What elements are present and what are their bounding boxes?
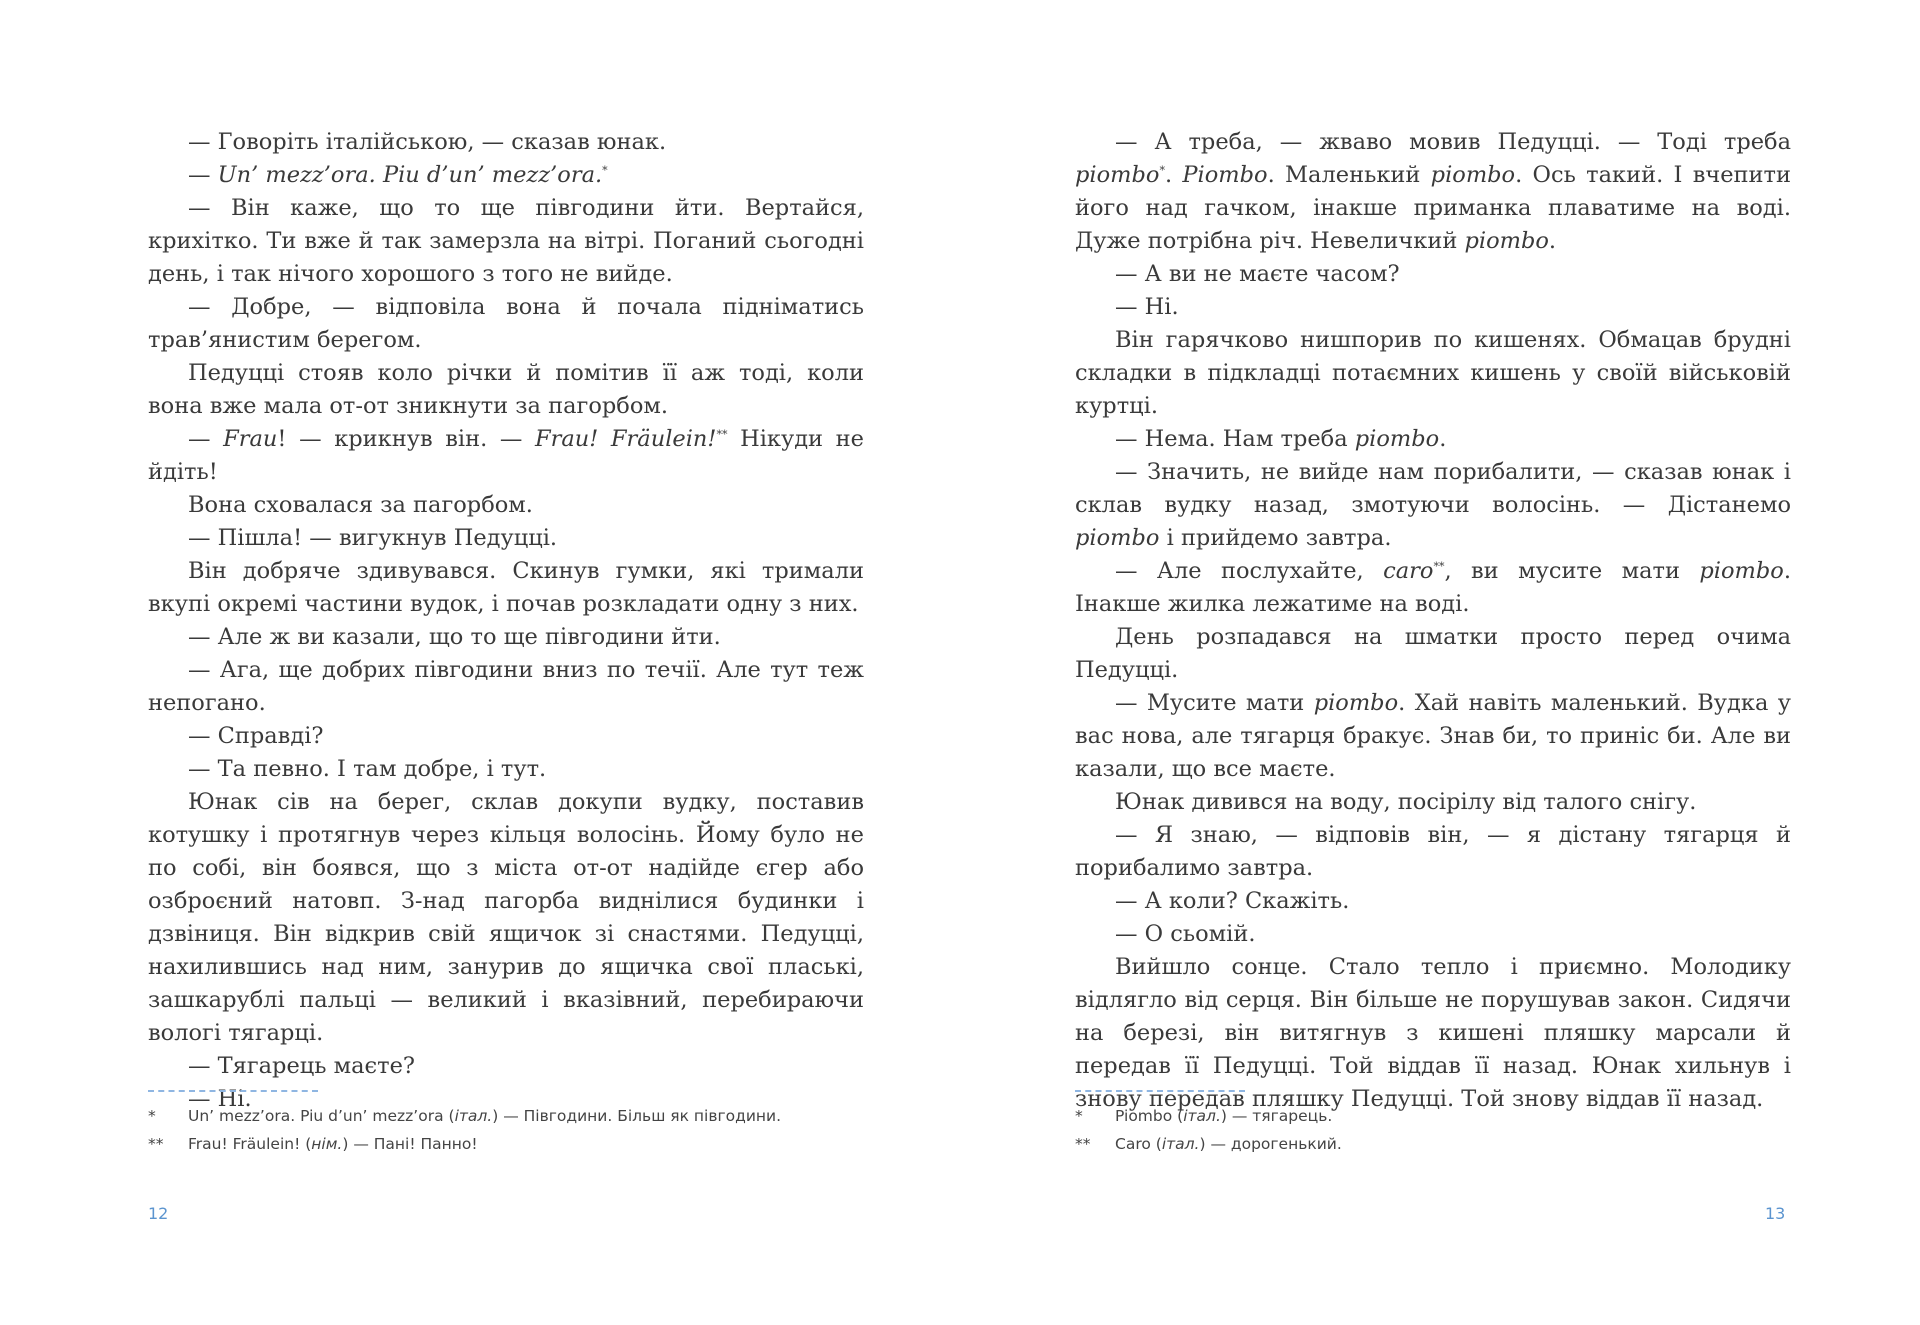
text-segment: . xyxy=(1439,426,1447,452)
text-segment: — А коли? Скажіть. xyxy=(1115,888,1350,914)
paragraph xyxy=(148,423,864,489)
italic-text-segment: італ. xyxy=(1183,1107,1221,1125)
footnote-marker: ** xyxy=(1433,560,1445,573)
paragraph xyxy=(1075,291,1791,324)
footnote xyxy=(1075,1102,1791,1130)
italic-text-segment: piombo xyxy=(1354,426,1440,452)
italic-text-segment: італ. xyxy=(1161,1135,1200,1153)
paragraph xyxy=(1075,258,1791,291)
text-segment: Нікуди не йдіть! xyxy=(148,426,864,485)
text-segment: — Говоріть італійською, — сказав юнак. xyxy=(188,129,667,155)
italic-text-segment: Piombo xyxy=(1182,162,1268,188)
italic-text-segment: Un’ mezz’ora. Piu d’un’ mezz’ora. xyxy=(217,162,603,188)
text-segment: — Ні. xyxy=(1115,294,1179,320)
paragraph xyxy=(1075,456,1791,555)
paragraph xyxy=(148,1050,864,1083)
right-footnotes xyxy=(1075,1102,1791,1158)
left-footnotes xyxy=(148,1102,864,1158)
footnote-mark: * xyxy=(148,1107,156,1125)
text-segment: — Нема. Нам треба xyxy=(1115,426,1355,452)
paragraph xyxy=(148,192,864,291)
text-segment: Педуцці стояв коло річки й помітив її аж тоді, коли вона вже мала от-от зникнути за пагорбом. xyxy=(148,360,864,419)
text-segment: . xyxy=(1548,228,1557,254)
italic-text-segment: piombo xyxy=(1313,690,1399,716)
italic-text-segment: piombo xyxy=(1075,162,1160,188)
text-segment: — Ага, ще добрих півгодини вниз по течії. Але тут теж непогано. xyxy=(148,657,864,716)
text-segment: Вона сховалася за пагорбом. xyxy=(188,492,533,518)
text-segment: Юнак сів на берег, склав докупи вудку, поставив котушку і протягнув через кільця волосінь. Йому було не по собі, він боявся, що з міста от-от надійде єгер або озброєний натовп. З-над пагорба виднілися будинки і дзвіниця. Він відкрив свій ящичок зі снастями. Педуцці, нахилившись над ним, занурив до ящичка свої плаські, зашкарублі пальці — великий і вказівний, перебираючи вологі тягарці. xyxy=(148,789,864,1046)
paragraph xyxy=(148,621,864,654)
italic-text-segment: Frau xyxy=(223,426,278,452)
footnote-text xyxy=(1115,1102,1332,1130)
paragraph xyxy=(148,555,864,621)
text-segment: Юнак дивився на воду, посірілу від талого снігу. xyxy=(1115,789,1697,815)
text-segment: . Ось такий. І вчепити його над гачком, інакше приманка плаватиме на воді. Дуже потрібна річ. Невеличкий xyxy=(1075,162,1791,254)
text-segment: . Маленький xyxy=(1267,162,1431,188)
text-segment: Він гарячково нишпорив по кишенях. Обмацав брудні складки в підкладці потаємних кишень у своїй військовій куртці. xyxy=(1075,327,1791,419)
paragraph xyxy=(1075,885,1791,918)
text-segment: — xyxy=(188,162,218,188)
paragraph xyxy=(148,126,864,159)
paragraph xyxy=(148,489,864,522)
paragraph xyxy=(1075,621,1791,687)
text-segment: — А ви не маєте часом? xyxy=(1115,261,1400,287)
paragraph xyxy=(148,753,864,786)
text-segment: — Значить, не вийде нам порибалити, — сказав юнак і склав вудку назад, змотуючи волосінь. — Дістанемо xyxy=(1075,459,1791,518)
italic-text-segment: piombo xyxy=(1075,525,1160,551)
text-segment: — Але послухайте, xyxy=(1115,558,1384,584)
paragraph xyxy=(1075,324,1791,423)
paragraph xyxy=(148,159,864,192)
paragraph xyxy=(1075,555,1791,621)
paragraph xyxy=(148,654,864,720)
paragraph xyxy=(1075,819,1791,885)
italic-text-segment: італ. xyxy=(454,1107,493,1125)
paragraph xyxy=(148,786,864,1050)
italic-text-segment: piombo xyxy=(1430,162,1516,188)
text-segment: . Інакше жилка лежатиме на воді. xyxy=(1075,558,1791,617)
footnote-marker: * xyxy=(1159,164,1165,177)
text-segment: Caro ( xyxy=(1115,1135,1162,1153)
text-segment: Він добряче здивувався. Скинув гумки, які тримали вкупі окремі частини вудок, і почав розкладати одну з них. xyxy=(148,558,864,617)
page-number-left: 12 xyxy=(148,1204,169,1223)
text-segment: Frau! Fräulein! ( xyxy=(188,1135,312,1153)
footnote-mark: ** xyxy=(1075,1135,1091,1153)
italic-text-segment: piombo xyxy=(1699,558,1784,584)
text-segment: — Пішла! — вигукнув Педуцці. xyxy=(188,525,558,551)
text-segment: ) — Пані! Панно! xyxy=(342,1135,478,1153)
footnote-text xyxy=(188,1102,781,1130)
paragraph xyxy=(148,720,864,753)
text-segment: — Тягарець маєте? xyxy=(188,1053,415,1079)
paragraph xyxy=(148,522,864,555)
paragraph xyxy=(1075,918,1791,951)
text-segment: , ви мусите мати xyxy=(1444,558,1700,584)
footnote-marker: ** xyxy=(716,428,728,441)
footnote-mark: ** xyxy=(148,1135,164,1153)
italic-text-segment: caro xyxy=(1383,558,1434,584)
text-segment: — xyxy=(188,426,224,452)
right-page-text xyxy=(1075,126,1791,1116)
paragraph xyxy=(148,357,864,423)
text-segment: ! — крикнув він. — xyxy=(277,426,535,452)
footnote xyxy=(1075,1130,1791,1158)
text-segment: — Та певно. І там добре, і тут. xyxy=(188,756,547,782)
left-footnote-divider xyxy=(148,1090,318,1092)
paragraph xyxy=(1075,126,1791,258)
text-segment: ) — тягарець. xyxy=(1220,1107,1333,1125)
text-segment: — А треба, — жваво мовив Педуцці. — Тоді треба xyxy=(1115,129,1791,155)
paragraph xyxy=(1075,687,1791,786)
text-segment: ) — Півгодини. Більш як півгодини. xyxy=(492,1107,782,1125)
footnote-text xyxy=(1115,1130,1342,1158)
text-segment: — Але ж ви казали, що то ще півгодини йти. xyxy=(188,624,721,650)
text-segment: Un’ mezz’ora. Piu d’un’ mezz’ora ( xyxy=(188,1107,455,1125)
footnote-mark: * xyxy=(1075,1107,1083,1125)
paragraph xyxy=(148,291,864,357)
footnote-marker: * xyxy=(602,164,608,177)
text-segment: Вийшло сонце. Стало тепло і приємно. Молодику відлягло від серця. Він більше не порушував закон. Сидячи на березі, він витягнув з кишені пляшку марсали й передав її Педуцці. Той віддав її назад. Юнак хильнув і знову передав пляшку Педуцці. Той знову віддав її назад. xyxy=(1075,954,1791,1112)
page-number-right: 13 xyxy=(1765,1204,1786,1223)
paragraph xyxy=(1075,786,1791,819)
text-segment: — Мусите мати xyxy=(1115,690,1314,716)
text-segment: . xyxy=(1164,162,1183,188)
footnote xyxy=(148,1102,864,1130)
text-segment: — Добре, — відповіла вона й почала підніматись трав’янистим берегом. xyxy=(148,294,864,353)
text-segment: — Він каже, що то ще півгодини йти. Вертайся, крихітко. Ти вже й так замерзла на вітрі. Поганий сьогодні день, і так нічого хорошого з того не вийде. xyxy=(148,195,864,287)
left-page-text xyxy=(148,126,864,1116)
text-segment: — Я знаю, — відповів він, — я дістану тягарця й порибалимо завтра. xyxy=(1075,822,1791,881)
text-segment: і прийдемо завтра. xyxy=(1159,525,1392,551)
footnote-text xyxy=(188,1130,478,1158)
italic-text-segment: piombo xyxy=(1464,228,1549,254)
text-segment: Piombo ( xyxy=(1115,1107,1184,1125)
right-footnote-divider xyxy=(1075,1090,1245,1092)
text-segment: . Хай навіть маленький. Вудка у вас нова, але тягарця бракує. Знав би, то приніс би. Але ви казали, що все маєте. xyxy=(1075,690,1792,782)
footnote xyxy=(148,1130,864,1158)
italic-text-segment: Frau! Fräulein! xyxy=(535,426,717,452)
text-segment: — Ні. xyxy=(188,1086,252,1112)
text-segment: ) — дорогенький. xyxy=(1199,1135,1342,1153)
paragraph xyxy=(1075,423,1791,456)
text-segment: — Справді? xyxy=(188,723,324,749)
text-segment: День розпадався на шматки просто перед очима Педуцці. xyxy=(1075,624,1791,683)
text-segment: — О сьомій. xyxy=(1115,921,1256,947)
italic-text-segment: нім. xyxy=(311,1135,343,1153)
